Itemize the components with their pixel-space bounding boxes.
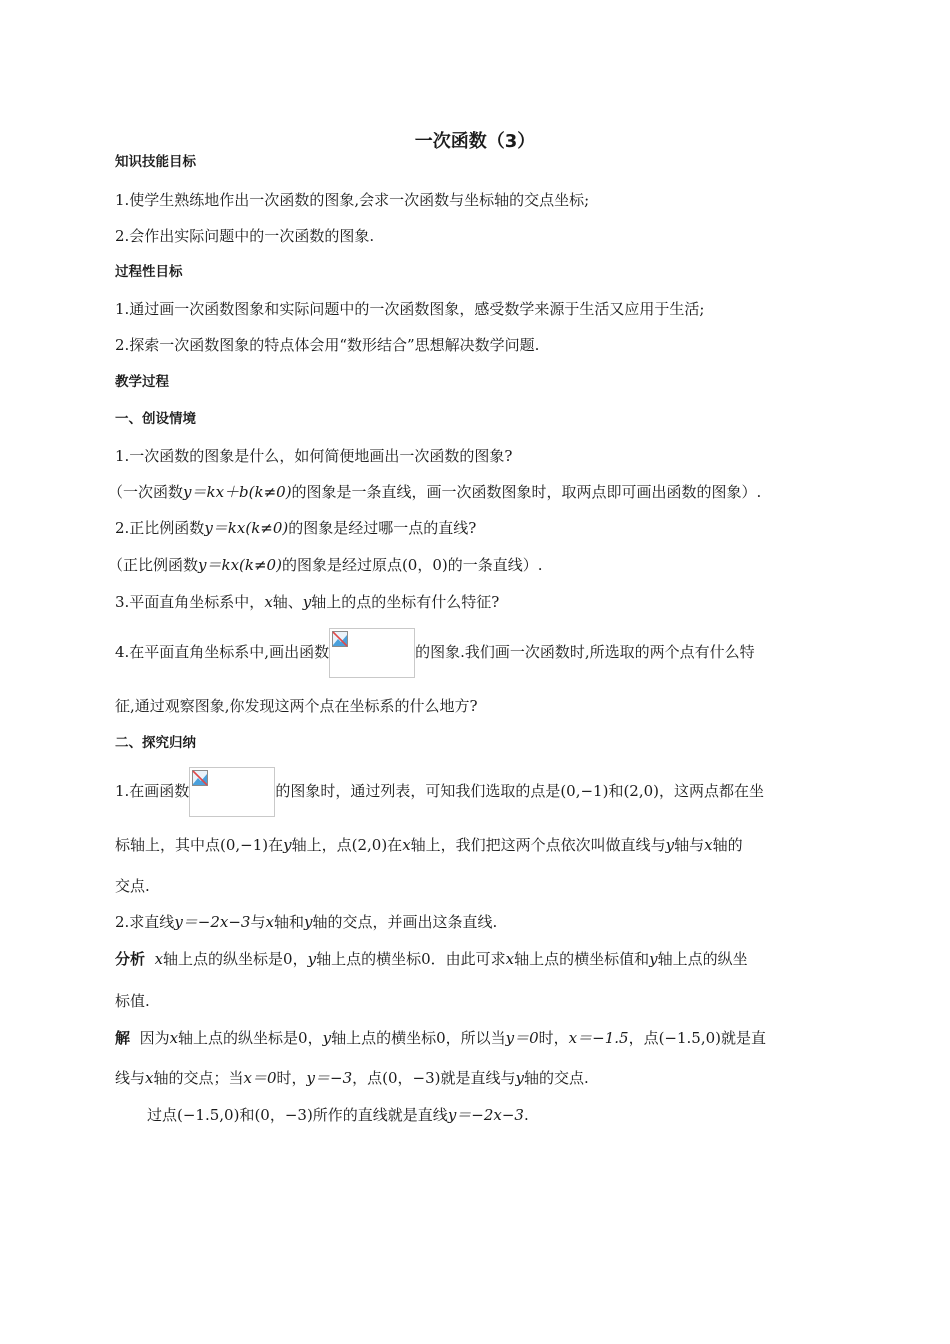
question-4: 4.在平面直角坐标系中,画出函数 的图象.我们画一次函数时,所选取的两个点有什么特	[115, 627, 755, 677]
explore-2: 2.求直线y＝−2x−3与x轴和y轴的交点，并画出这条直线.	[115, 913, 498, 931]
solution-line-3: 过点(−1.5,0)和(0，−3)所作的直线就是直线y＝−2x−3.	[147, 1106, 529, 1124]
solution-line-2: 线与x轴的交点；当x＝0时，y＝−3，点(0，−3)就是直线与y轴的交点.	[115, 1069, 589, 1087]
knowledge-goal-1: 1.使学生熟练地作出一次函数的图象,会求一次函数与坐标轴的交点坐标;	[115, 191, 590, 209]
teaching-process-heading: 教学过程	[115, 374, 169, 390]
explore-1-line-3: 交点.	[115, 877, 150, 895]
answer-2: （正比例函数y＝kx(k≠0)的图象是经过原点(0，0)的一条直线）.	[108, 556, 543, 574]
knowledge-goals-heading: 知识技能目标	[115, 154, 196, 170]
part2-heading: 二、探究归纳	[115, 735, 196, 751]
question-1: 1.一次函数的图象是什么，如何简便地画出一次函数的图象?	[115, 447, 513, 465]
formula-image-placeholder	[329, 628, 415, 678]
process-goal-1: 1.通过画一次函数图象和实际问题中的一次函数图象，感受数学来源于生活又应用于生活;	[115, 300, 705, 318]
broken-image-icon	[332, 631, 348, 647]
process-goals-heading: 过程性目标	[115, 264, 183, 280]
formula: y＝kx＋b(k≠0)	[183, 483, 292, 501]
formula: y＝kx(k≠0)	[198, 556, 282, 574]
formula: y＝−2x−3	[174, 913, 251, 931]
analysis-line-2: 标值.	[115, 992, 150, 1010]
formula-image-placeholder	[189, 767, 275, 817]
solution-label: 解	[115, 1029, 131, 1047]
analysis-label: 分析	[115, 950, 146, 968]
question-3: 3.平面直角坐标系中，x轴、y轴上的点的坐标有什么特征?	[115, 593, 500, 611]
question-4-continued: 征,通过观察图象,你发现这两个点在坐标系的什么地方?	[115, 697, 478, 715]
explore-1: 1.在画函数 的图象时，通过列表，可知我们选取的点是(0,−1)和(2,0)，这两点都在坐	[115, 766, 764, 816]
part1-heading: 一、创设情境	[115, 411, 196, 427]
solution-line-1: 解 因为x轴上点的纵坐标是0，y轴上点的横坐标0，所以当y＝0时，x＝−1.5，点(−1.5,0)就是直	[115, 1029, 767, 1047]
formula: y＝kx(k≠0)	[204, 519, 289, 537]
process-goal-2: 2.探索一次函数图象的特点体会用“数形结合”思想解决数学问题.	[115, 336, 540, 354]
broken-image-icon	[192, 770, 208, 786]
knowledge-goal-2: 2.会作出实际问题中的一次函数的图象.	[115, 227, 375, 245]
explore-1-line-2: 标轴上，其中点(0,−1)在y轴上，点(2,0)在x轴上，我们把这两个点依次叫做直线与y轴与x轴的	[115, 836, 743, 854]
analysis-line-1: 分析 x轴上点的纵坐标是0，y轴上点的横坐标0．由此可求x轴上点的横坐标值和y轴上点的纵坐	[115, 950, 748, 968]
answer-1: （一次函数y＝kx＋b(k≠0)的图象是一条直线，画一次函数图象时，取两点即可画出函数的图象）.	[108, 483, 762, 501]
page-title: 一次函数（3）	[414, 131, 536, 152]
question-2: 2.正比例函数y＝kx(k≠0)的图象是经过哪一点的直线?	[115, 519, 477, 537]
formula: y＝−2x−3	[447, 1106, 524, 1124]
